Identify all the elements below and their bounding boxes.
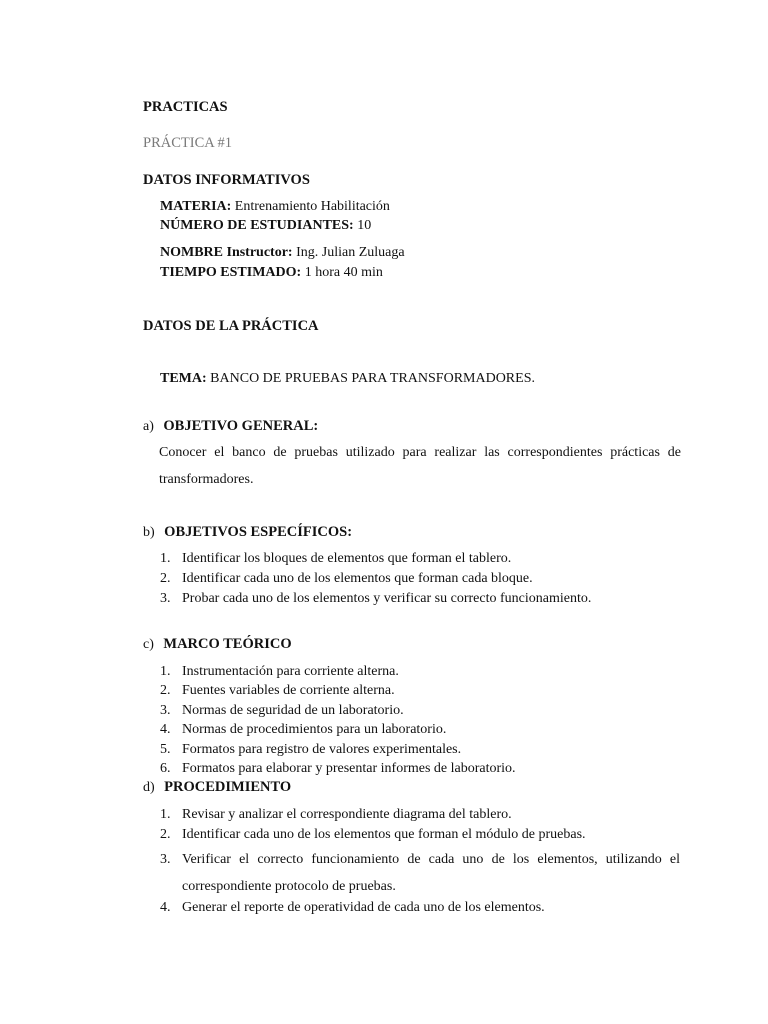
item-text: Normas de seguridad de un laboratorio. bbox=[182, 703, 404, 718]
estudiantes-value: 10 bbox=[353, 218, 372, 233]
item-text: Normas de procedimientos para un laboratorio. bbox=[182, 722, 447, 737]
tiempo-value: 1 hora 40 min bbox=[301, 265, 383, 280]
list-item bbox=[160, 591, 591, 607]
list-item bbox=[160, 664, 399, 680]
list-item bbox=[160, 571, 533, 587]
item-number: 1. bbox=[160, 551, 171, 566]
list-item bbox=[160, 846, 680, 900]
objetivo-general-heading bbox=[143, 418, 318, 435]
list-item bbox=[160, 827, 586, 843]
item-text: Instrumentación para corriente alterna. bbox=[182, 664, 399, 679]
marco-teorico-heading bbox=[143, 636, 292, 653]
item-number: 5. bbox=[160, 742, 171, 757]
materia-value: Entrenamiento Habilitación bbox=[231, 199, 390, 214]
item-text: Generar el reporte de operatividad de cada uno de los elementos. bbox=[182, 900, 545, 915]
list-item bbox=[160, 742, 461, 758]
estudiantes-line bbox=[160, 218, 371, 234]
list-item bbox=[160, 722, 446, 738]
tema-line bbox=[160, 371, 535, 387]
item-text: Verificar el correcto funcionamiento de cada uno de los elementos, utilizando el correspondiente protocolo de pruebas. bbox=[182, 852, 680, 894]
procedimiento-heading bbox=[143, 779, 291, 796]
section-title: PROCEDIMIENTO bbox=[164, 779, 292, 795]
instructor-value: Ing. Julian Zuluaga bbox=[292, 245, 405, 260]
item-text: Identificar cada uno de los elementos que forman el módulo de pruebas. bbox=[182, 827, 586, 842]
section-marker: b) bbox=[143, 525, 155, 540]
materia-label: MATERIA: bbox=[160, 199, 232, 214]
instructor-line bbox=[160, 245, 405, 261]
section-marker: a) bbox=[143, 419, 154, 434]
list-item bbox=[160, 551, 511, 567]
tiempo-line bbox=[160, 265, 383, 281]
practice-number: PRÁCTICA #1 bbox=[143, 135, 233, 151]
list-item bbox=[160, 761, 516, 777]
item-number: 3. bbox=[160, 703, 171, 718]
item-text: Identificar los bloques de elementos que forman el tablero. bbox=[182, 551, 512, 566]
item-text: Identificar cada uno de los elementos que forman cada bloque. bbox=[182, 571, 533, 586]
item-number: 3. bbox=[160, 852, 171, 867]
section-marker: c) bbox=[143, 637, 154, 652]
objetivo-general-text: Conocer el banco de pruebas utilizado para realizar las correspondientes prácticas de transformadores. bbox=[159, 445, 681, 487]
item-number: 2. bbox=[160, 827, 171, 842]
list-item bbox=[160, 703, 404, 719]
list-item bbox=[160, 683, 395, 699]
item-text: Formatos para registro de valores experimentales. bbox=[182, 742, 462, 757]
datos-informativos-heading: DATOS INFORMATIVOS bbox=[143, 172, 310, 188]
item-text: Probar cada uno de los elementos y verificar su correcto funcionamiento. bbox=[182, 591, 592, 606]
section-marker: d) bbox=[143, 780, 155, 795]
item-number: 4. bbox=[160, 900, 171, 915]
item-text: Formatos para elaborar y presentar informes de laboratorio. bbox=[182, 761, 516, 776]
item-number: 2. bbox=[160, 571, 171, 586]
datos-practica-heading: DATOS DE LA PRÁCTICA bbox=[143, 318, 319, 334]
estudiantes-label: NÚMERO DE ESTUDIANTES: bbox=[160, 218, 354, 233]
instructor-label: NOMBRE Instructor: bbox=[160, 245, 293, 260]
tiempo-label: TIEMPO ESTIMADO: bbox=[160, 265, 302, 280]
tema-value: BANCO DE PRUEBAS PARA TRANSFORMADORES. bbox=[206, 371, 535, 386]
section-title: OBJETIVO GENERAL: bbox=[163, 418, 319, 434]
item-number: 6. bbox=[160, 761, 171, 776]
tema-label: TEMA: bbox=[160, 371, 207, 386]
list-item bbox=[160, 900, 545, 916]
section-title: OBJETIVOS ESPECÍFICOS: bbox=[164, 524, 353, 540]
list-item bbox=[160, 807, 512, 823]
item-text: Fuentes variables de corriente alterna. bbox=[182, 683, 395, 698]
section-title: MARCO TEÓRICO bbox=[163, 636, 292, 652]
item-number: 1. bbox=[160, 664, 171, 679]
materia-line bbox=[160, 199, 390, 215]
objetivos-especificos-heading bbox=[143, 524, 352, 541]
document-title: PRACTICAS bbox=[143, 99, 228, 115]
item-text: Revisar y analizar el correspondiente diagrama del tablero. bbox=[182, 807, 512, 822]
item-number: 3. bbox=[160, 591, 171, 606]
item-number: 1. bbox=[160, 807, 171, 822]
item-number: 4. bbox=[160, 722, 171, 737]
item-number: 2. bbox=[160, 683, 171, 698]
